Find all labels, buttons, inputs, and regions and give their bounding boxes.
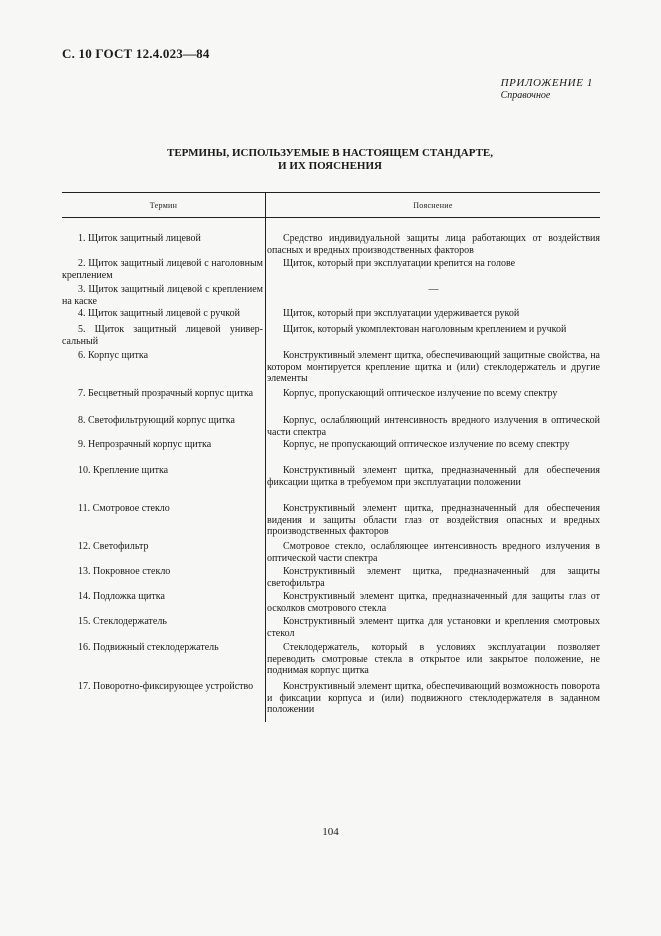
- explanation-cell: Смотровое стекло, ослабляющее интенсивность вредного излучения в оптической части спектра: [267, 541, 600, 564]
- explanation-cell: Конструктивный элемент щитка, обеспечивающий возможность поворота и фиксации корпуса и (или) подвижного стеклодержателя в заданном положении: [267, 681, 600, 715]
- term-cell: 5. Щиток защитный лицевой универсальный: [62, 324, 263, 347]
- column-header-term: Термин: [149, 201, 178, 210]
- explanation-cell: Конструктивный элемент щитка, предназначенный для обеспечения видения и защиты области глаз от воздействия опасных и вредных производственных факторов: [267, 503, 600, 537]
- explanation-cell: Конструктивный элемент щитка для установки и крепления смотровых стекол: [267, 616, 600, 639]
- terms-table: [62, 192, 600, 722]
- term-cell: 1. Щиток защитный лицевой: [78, 233, 201, 244]
- running-header: С. 10 ГОСТ 12.4.023—84: [62, 46, 210, 61]
- column-header-explanation: Пояснение: [413, 201, 453, 210]
- section-title-line1: ТЕРМИНЫ, ИСПОЛЬЗУЕМЫЕ В НАСТОЯЩЕМ СТАНДАРТЕ,: [166, 147, 493, 159]
- term-cell: 8. Светофильтрующий корпус щитка: [78, 415, 235, 426]
- explanation-cell: Корпус, ослабляющий интенсивность вредного излучения в оптической части спектра: [267, 415, 600, 438]
- appendix-label: [501, 77, 593, 101]
- explanation-cell: Конструктивный элемент щитка, обеспечивающий защитные свойства, на котором монтируется крепление щитка и (или) стеклодержатель и другие элементы: [267, 350, 600, 384]
- explanation-cell: Корпус, пропускающий оптическое излучение по всему спектру: [283, 388, 558, 399]
- term-cell: 6. Корпус щитка: [78, 350, 149, 361]
- term-cell: 17. Поворотно-фиксирующее устройство: [78, 681, 254, 692]
- term-cell: 15. Стеклодержатель: [78, 616, 167, 627]
- explanation-cell: Конструктивный элемент щитка, предназначенный для защиты светофильтра: [267, 566, 600, 589]
- explanation-cell: Конструктивный элемент щитка, предназначенный для обеспечения фиксации щитка в требуемом при эксплуатации положении: [267, 465, 600, 488]
- term-cell: 9. Непрозрачный корпус щитка: [78, 439, 212, 450]
- term-cell: 10. Крепление щитка: [78, 465, 169, 476]
- term-cell: 2. Щиток защитный лицевой с наголовным креплением: [62, 258, 263, 281]
- term-cell: 13. Покровное стекло: [78, 566, 171, 577]
- page-number: 104: [322, 826, 339, 838]
- explanation-cell: Щиток, который укомплектован наголовным креплением и ручкой: [283, 324, 567, 335]
- table-column-divider: [265, 192, 266, 722]
- table-top-rule: [62, 192, 600, 193]
- term-cell: 4. Щиток защитный лицевой с ручкой: [78, 308, 240, 319]
- appendix-title: ПРИЛОЖЕНИЕ 1: [500, 77, 593, 89]
- section-title: [62, 147, 598, 173]
- explanation-cell: Щиток, который при эксплуатации крепится на голове: [283, 258, 516, 269]
- term-cell: 16. Подвижный стеклодержатель: [78, 642, 219, 653]
- explanation-cell: Щиток, который при эксплуатации удерживается рукой: [283, 308, 520, 319]
- explanation-cell: Корпус, не пропускающий оптическое излучение по всему спектру: [283, 439, 570, 450]
- term-cell: 11. Смотровое стекло: [78, 503, 170, 514]
- term-cell: 3. Щиток защитный лицевой с креплением на каске: [62, 284, 263, 307]
- appendix-note: Справочное: [500, 90, 551, 101]
- term-cell: 12. Светофильтр: [78, 541, 149, 552]
- explanation-cell: Конструктивный элемент щитка, предназначенный для защиты глаз от осколков смотрового стекла: [267, 591, 600, 614]
- term-cell: 14. Подложка щитка: [78, 591, 165, 602]
- explanation-cell: Средство индивидуальной защиты лица работающих от воздействия опасных и вредных производственных факторов: [267, 233, 600, 256]
- section-title-line2: И ИХ ПОЯСНЕНИЯ: [278, 160, 382, 172]
- term-cell: 7. Бесцветный прозрачный корпус щитка: [78, 388, 254, 399]
- table-header-rule: [62, 217, 600, 218]
- explanation-cell: Стеклодержатель, который в условиях эксплуатации позволяет переводить смотровые стекла в открытое или закрытое положение, не поднимая корпус щитка: [267, 642, 600, 676]
- explanation-cell: —: [428, 284, 439, 295]
